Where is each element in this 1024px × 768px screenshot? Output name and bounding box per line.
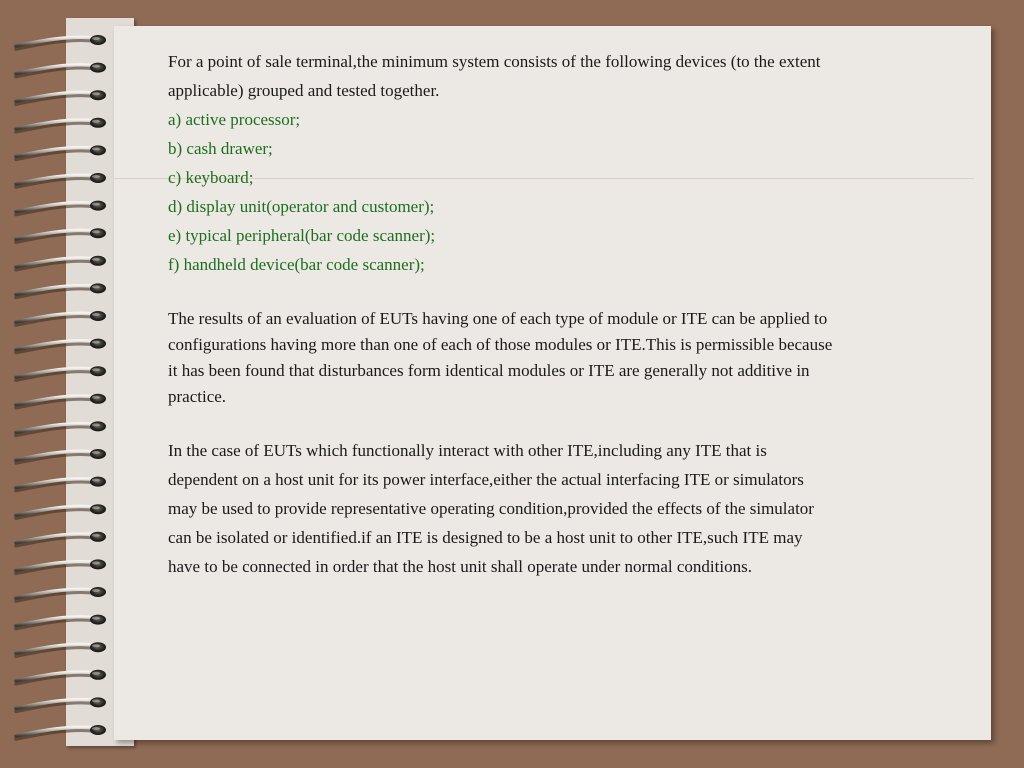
spiral-coil-icon <box>16 615 106 629</box>
spiral-coil-icon <box>16 35 106 49</box>
paragraph-interaction <box>168 436 958 581</box>
list-item: f) handheld device(bar code scanner); <box>168 255 425 274</box>
paragraph-intro <box>168 47 958 105</box>
spiral-coil-icon <box>16 63 106 77</box>
spiral-coil-icon <box>16 339 106 353</box>
text-line: practice. <box>168 387 227 406</box>
device-list <box>168 105 958 279</box>
spiral-coil-icon <box>16 670 106 684</box>
text-line: configurations having more than one of each of those modules or ITE.This is permissible because <box>168 335 833 354</box>
text-line: have to be connected in order that the host unit shall operate under normal conditions. <box>168 557 752 576</box>
spiral-coil-icon <box>16 504 106 518</box>
spiral-coil-icon <box>16 118 106 132</box>
spiral-coil-icon <box>16 421 106 435</box>
spiral-coil-icon <box>16 559 106 573</box>
spiral-coil-icon <box>16 256 106 270</box>
text-line: For a point of sale terminal,the minimum system consists of the following devices (to the extent <box>168 52 821 71</box>
spiral-coil-icon <box>16 173 106 187</box>
spiral-binding-icon <box>0 0 130 768</box>
spiral-coil-icon <box>16 201 106 215</box>
spiral-coil-icon <box>16 228 106 242</box>
text-line: may be used to provide representative operating condition,provided the effects of the simulator <box>168 499 814 518</box>
spiral-coil-icon <box>16 449 106 463</box>
text-line: it has been found that disturbances form identical modules or ITE are generally not additive in <box>168 361 810 380</box>
list-item: e) typical peripheral(bar code scanner); <box>168 226 436 245</box>
spiral-coil-icon <box>16 145 106 159</box>
slide-text <box>168 47 958 581</box>
spiral-coil-icon <box>16 366 106 380</box>
spiral-coil-icon <box>16 394 106 408</box>
spiral-coil-icon <box>16 477 106 491</box>
paragraph-evaluation <box>168 306 958 410</box>
spiral-coil-icon <box>16 283 106 297</box>
spiral-coil-icon <box>16 532 106 546</box>
text-line: can be isolated or identified.if an ITE is designed to be a host unit to other ITE,such ITE may <box>168 528 803 547</box>
spiral-coil-icon <box>16 90 106 104</box>
list-item: c) keyboard; <box>168 168 254 187</box>
spiral-coil-icon <box>16 697 106 711</box>
text-line: applicable) grouped and tested together. <box>168 81 440 100</box>
spiral-coil-icon <box>16 725 106 739</box>
list-item: b) cash drawer; <box>168 139 273 158</box>
list-item: d) display unit(operator and customer); <box>168 197 435 216</box>
text-line: The results of an evaluation of EUTs having one of each type of module or ITE can be applied to <box>168 309 828 328</box>
list-item: a) active processor; <box>168 110 301 129</box>
spiral-coil-icon <box>16 311 106 325</box>
spiral-coil-icon <box>16 642 106 656</box>
text-line: dependent on a host unit for its power interface,either the actual interfacing ITE or simulators <box>168 470 804 489</box>
spiral-coil-icon <box>16 587 106 601</box>
text-line: In the case of EUTs which functionally interact with other ITE,including any ITE that is <box>168 441 767 460</box>
